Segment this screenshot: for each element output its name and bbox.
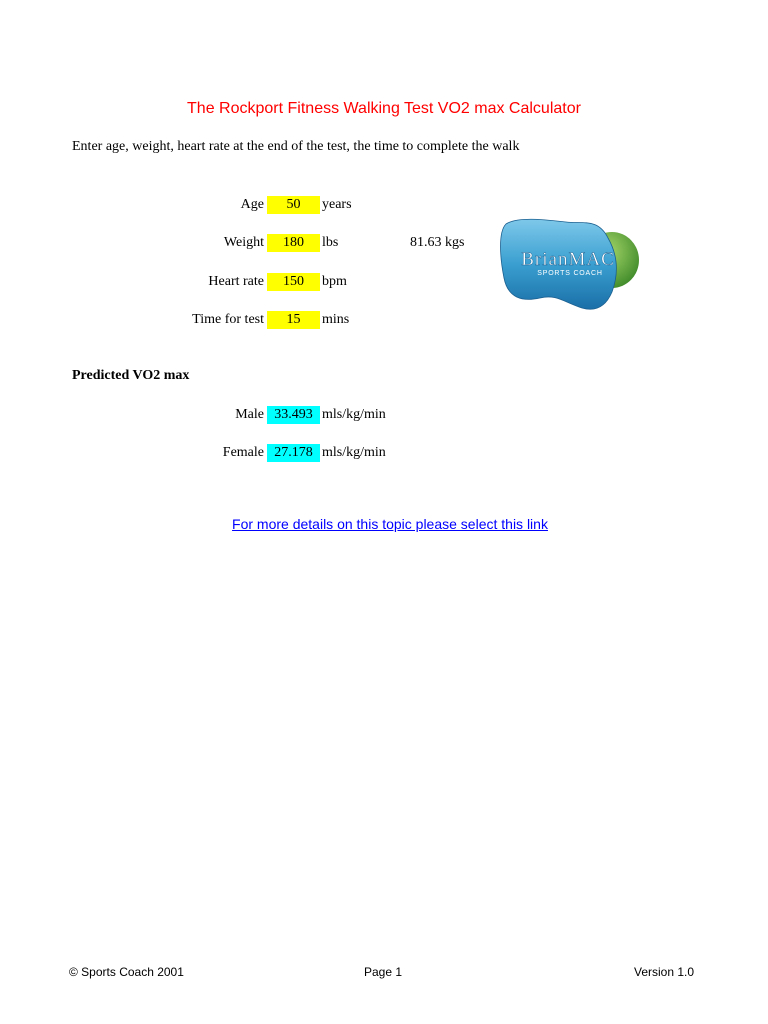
footer-version: Version 1.0 <box>634 965 695 979</box>
weight-unit: lbs <box>322 235 339 250</box>
female-label: Female <box>222 445 264 460</box>
age-unit: years <box>322 197 352 212</box>
heart-rate-label: Heart rate <box>208 274 264 289</box>
weight-row <box>0 234 768 252</box>
age-label: Age <box>240 197 264 212</box>
more-details-link[interactable]: For more details on this topic please select this link <box>232 516 548 532</box>
logo-subtitle: SPORTS COACH <box>537 270 603 277</box>
time-label: Time for test <box>192 312 264 327</box>
time-row <box>0 311 768 329</box>
age-input[interactable]: 50 <box>267 196 320 214</box>
weight-kgs-value: 81.63 kgs <box>410 235 465 250</box>
male-label: Male <box>235 407 264 422</box>
weight-label: Weight <box>223 235 264 250</box>
weight-input[interactable]: 180 <box>267 234 320 252</box>
female-unit: mls/kg/min <box>322 445 386 460</box>
male-vo2-value: 33.493 <box>267 406 320 424</box>
male-row <box>0 406 768 424</box>
age-row <box>0 196 768 214</box>
heart-rate-unit: bpm <box>322 274 347 289</box>
logo-name: BrianMAC <box>521 249 615 270</box>
time-input[interactable]: 15 <box>267 311 320 329</box>
time-unit: mins <box>322 312 350 327</box>
page-title: The Rockport Fitness Walking Test VO2 max Calculator <box>187 100 581 117</box>
instructions-text: Enter age, weight, heart rate at the end of the test, the time to complete the walk <box>72 139 520 154</box>
male-unit: mls/kg/min <box>322 407 386 422</box>
heart-rate-row <box>0 273 768 291</box>
brianmac-logo <box>498 212 643 314</box>
heart-rate-input[interactable]: 150 <box>267 273 320 291</box>
female-vo2-value: 27.178 <box>267 444 320 462</box>
female-row <box>0 444 768 462</box>
footer-page-number: Page 1 <box>364 965 403 979</box>
predicted-vo2-heading: Predicted VO2 max <box>72 368 190 383</box>
footer-copyright: © Sports Coach 2001 <box>69 965 184 979</box>
